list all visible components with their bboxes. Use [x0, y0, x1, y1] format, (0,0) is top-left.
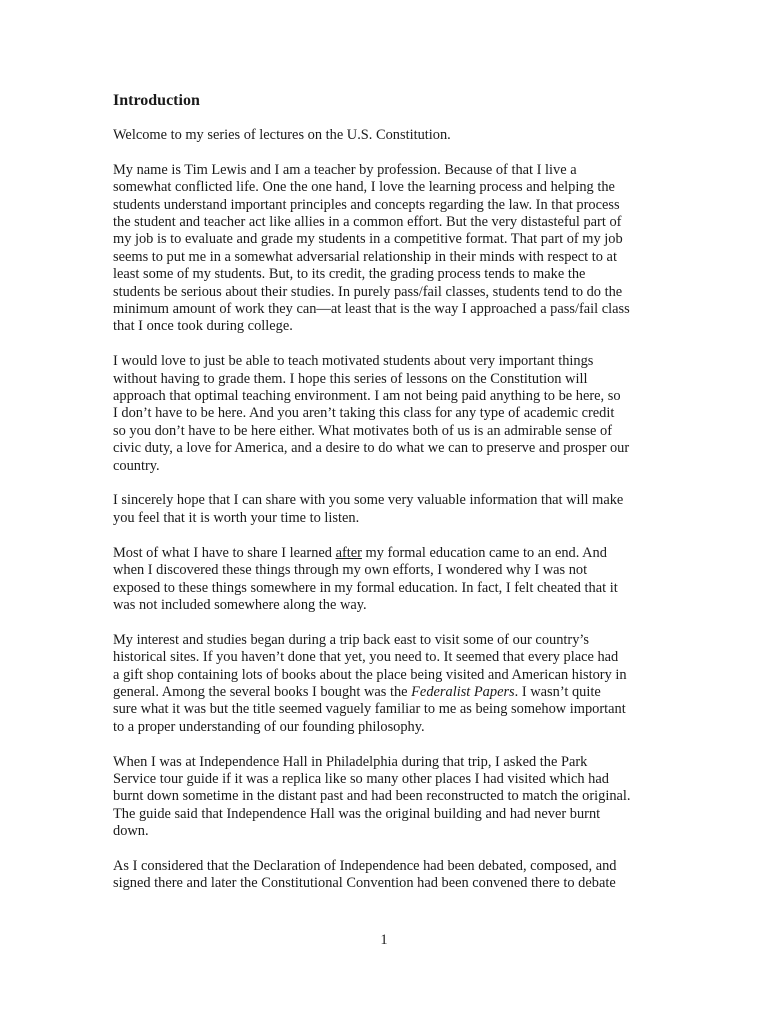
- text-line: [113, 580, 661, 597]
- text-segment: I sincerely hope that I can share with you some very valuable information that will make: [113, 492, 624, 509]
- text-segment: Service tour guide if it was a replica like so many other places I had visited which had: [113, 770, 609, 787]
- paragraph: [113, 754, 661, 841]
- text-segment: to a proper understanding of our founding philosophy.: [113, 718, 425, 735]
- text-line: [113, 510, 661, 527]
- text-line: [113, 771, 661, 788]
- text-line: [113, 440, 661, 457]
- text-segment: I don’t have to be here. And you aren’t taking this class for any type of academic credit: [113, 405, 615, 422]
- text-segment: Welcome to my series of lectures on the U.S. Constitution.: [113, 127, 451, 143]
- text-segment: my formal education came to an end. And: [361, 544, 607, 561]
- body-text: [113, 127, 661, 910]
- text-line: [113, 371, 661, 388]
- text-segment: the student and teacher act like allies in a common effort. But the very distasteful part of: [113, 214, 622, 231]
- text-segment: least some of my students. But, to its credit, the grading process tends to make the: [113, 266, 586, 283]
- text-segment: general. Among the several books I bought was the: [113, 683, 412, 700]
- text-segment: seems to put me in a somewhat adversarial relationship in their minds with respect to at: [113, 248, 617, 265]
- text-segment: you feel that it is worth your time to listen.: [113, 509, 360, 526]
- text-segment: was not included somewhere along the way.: [113, 596, 367, 613]
- text-segment: down.: [113, 823, 149, 840]
- text-line: [113, 197, 661, 214]
- paragraph: [113, 545, 661, 615]
- paragraph: [113, 858, 661, 893]
- text-line: [113, 632, 661, 649]
- text-line: [113, 214, 661, 231]
- text-segment: exposed to these things somewhere in my formal education. In fact, I felt cheated that it: [113, 579, 618, 596]
- text-segment: . I wasn’t quite: [514, 683, 601, 700]
- text-line: [113, 353, 661, 370]
- text-line: [113, 266, 661, 283]
- paragraph: [113, 127, 661, 144]
- text-line: [113, 423, 661, 440]
- text-line: [113, 719, 661, 736]
- text-line: [113, 162, 661, 179]
- text-segment: that I once took during college.: [113, 318, 293, 335]
- page-number: 1: [380, 932, 388, 948]
- italic-title: Federalist Papers: [411, 683, 515, 700]
- text-segment: students understand important principles and concepts regarding the law. In that process: [113, 196, 620, 213]
- text-line: [113, 405, 661, 422]
- text-segment: civic duty, a love for America, and a desire to do what we can to preserve and prosper our: [113, 440, 630, 457]
- text-line: [113, 127, 661, 144]
- text-segment: As I considered that the Declaration of Independence had been debated, composed, and: [113, 857, 617, 874]
- text-segment: so you don’t have to be here either. What motivates both of us is an admirable sense of: [113, 422, 613, 439]
- text-line: [113, 562, 661, 579]
- text-segment: minimum amount of work they can—at least that is the way I approached a pass/fail class: [113, 301, 630, 318]
- text-segment: country.: [113, 457, 160, 474]
- text-line: [113, 388, 661, 405]
- text-segment: When I was at Independence Hall in Philadelphia during that trip, I asked the Park: [113, 753, 588, 770]
- text-segment: Most of what I have to share I learned: [113, 544, 336, 561]
- text-line: [113, 701, 661, 718]
- text-segment: I would love to just be able to teach motivated students about very important things: [113, 353, 594, 370]
- text-segment: My interest and studies began during a trip back east to visit some of our country’s: [113, 631, 589, 648]
- text-line: [113, 301, 661, 318]
- text-line: [113, 649, 661, 666]
- text-line: [113, 754, 661, 771]
- text-segment: my job is to evaluate and grade my students in a competitive format. That part of my job: [113, 231, 623, 248]
- underlined-text: after: [335, 544, 362, 561]
- text-segment: historical sites. If you haven’t done that yet, you need to. It seemed that every place had: [113, 649, 619, 666]
- text-segment: somewhat conflicted life. One the one hand, I love the learning process and helping the: [113, 179, 615, 196]
- text-segment: signed there and later the Constitutional Convention had been convened there to debate: [113, 875, 616, 892]
- text-line: [113, 597, 661, 614]
- text-segment: without having to grade them. I hope this series of lessons on the Constitution will: [113, 370, 588, 387]
- text-segment: students be serious about their studies. In purely pass/fail classes, students tend to do the: [113, 283, 623, 300]
- text-segment: The guide said that Independence Hall was the original building and had never burnt: [113, 805, 601, 822]
- text-line: [113, 806, 661, 823]
- text-line: [113, 249, 661, 266]
- text-line: [113, 284, 661, 301]
- text-segment: burnt down sometime in the distant past and had been reconstructed to match the original.: [113, 788, 631, 805]
- paragraph: [113, 353, 661, 475]
- page-title: Introduction: [113, 92, 200, 109]
- text-segment: a gift shop containing lots of books about the place being visited and American history in: [113, 666, 627, 683]
- text-line: [113, 545, 661, 562]
- text-line: [113, 458, 661, 475]
- text-segment: when I discovered these things through my own efforts, I wondered why I was not: [113, 562, 588, 579]
- text-segment: approach that optimal teaching environment. I am not being paid anything to be here, so: [113, 388, 621, 405]
- paragraph: [113, 162, 661, 336]
- text-line: [113, 179, 661, 196]
- text-line: [113, 875, 661, 892]
- text-line: [113, 492, 661, 509]
- text-segment: My name is Tim Lewis and I am a teacher by profession. Because of that I live a: [113, 161, 577, 178]
- text-line: [113, 231, 661, 248]
- text-line: [113, 667, 661, 684]
- paragraph: [113, 632, 661, 736]
- text-line: [113, 788, 661, 805]
- text-line: [113, 823, 661, 840]
- paragraph: [113, 492, 661, 527]
- text-segment: sure what it was but the title seemed vaguely familiar to me as being somehow important: [113, 701, 626, 718]
- text-line: [113, 858, 661, 875]
- text-line: [113, 684, 661, 701]
- text-line: [113, 318, 661, 335]
